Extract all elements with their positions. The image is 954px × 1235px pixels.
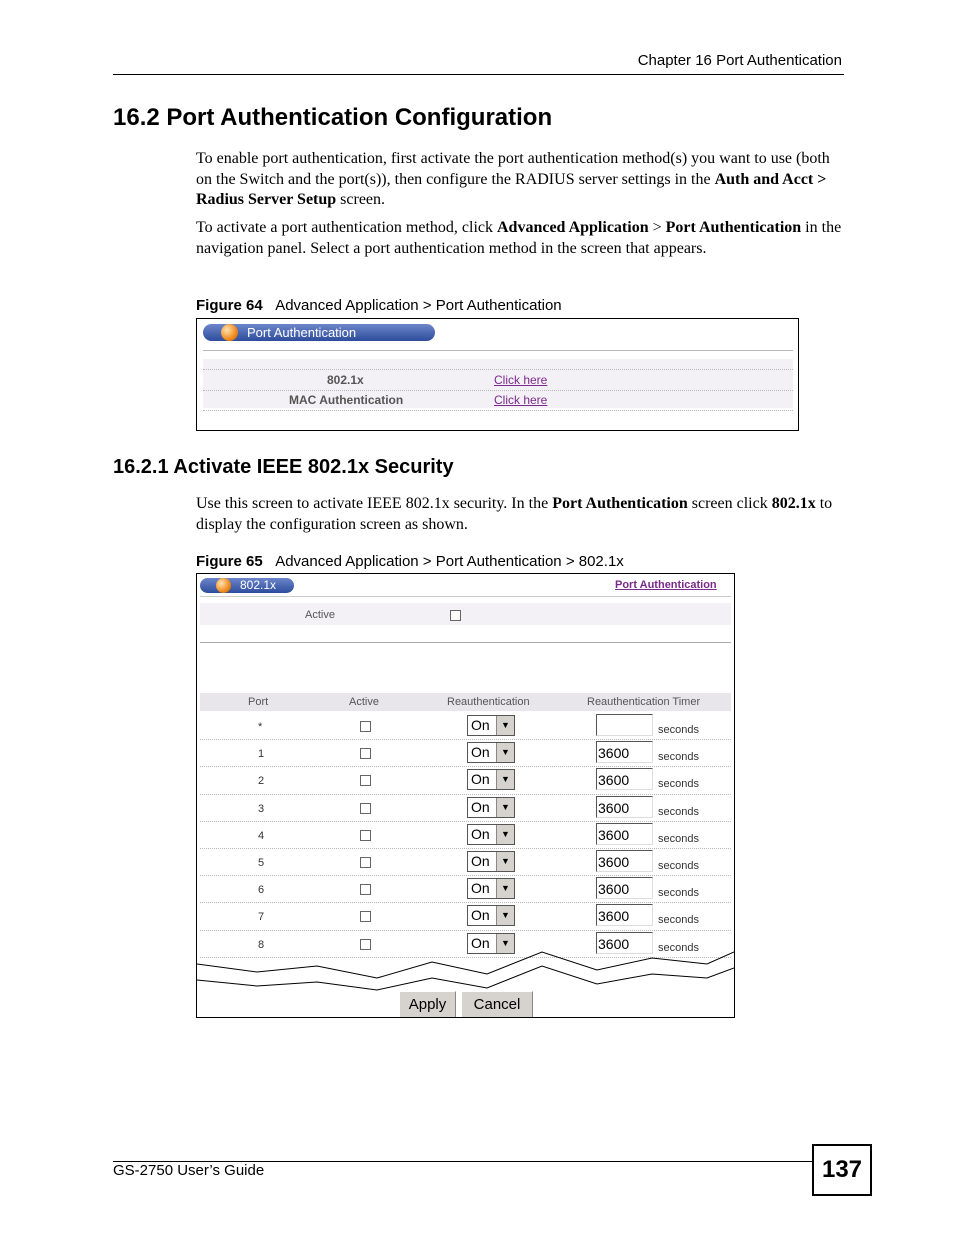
reauth-timer-input[interactable]: 3600 xyxy=(596,904,653,926)
orb-icon xyxy=(221,324,238,341)
figure-65-screenshot xyxy=(196,573,735,1018)
active-row-bg xyxy=(200,603,731,625)
seconds-unit-label: seconds xyxy=(658,887,699,900)
intro-paragraph xyxy=(196,149,844,211)
port-number: 8 xyxy=(258,938,265,951)
reauthentication-select[interactable] xyxy=(467,851,515,872)
reauthentication-select[interactable] xyxy=(467,742,515,763)
bold-text: Advanced Application xyxy=(497,219,649,236)
text: Use this screen to activate IEEE 802.1x security. In the xyxy=(196,495,553,512)
page-number: 137 xyxy=(812,1144,872,1196)
reauth-timer-input[interactable]: 3600 xyxy=(596,823,653,845)
figure-caption-text: Advanced Application > Port Authentication > 802.1x xyxy=(275,553,624,570)
table-row xyxy=(197,822,734,849)
port-number: 3 xyxy=(258,802,265,815)
reauthentication-value: On xyxy=(471,853,490,869)
reauth-timer-input[interactable]: 3600 xyxy=(596,741,653,763)
seconds-unit-label: seconds xyxy=(658,724,699,736)
seconds-unit-label: seconds xyxy=(658,941,699,954)
chevron-down-icon: ▼ xyxy=(496,906,514,925)
text: > xyxy=(648,219,666,236)
reauthentication-value: On xyxy=(471,798,490,815)
port-number: 7 xyxy=(258,911,265,924)
chevron-down-icon: ▼ xyxy=(496,934,514,953)
reauthentication-value: On xyxy=(471,825,490,842)
reauthentication-select[interactable] xyxy=(467,769,515,790)
chevron-down-icon: ▼ xyxy=(496,798,514,817)
figure-label: Figure 65 xyxy=(196,553,263,570)
divider xyxy=(200,596,731,597)
reauth-timer-input[interactable]: 3600 xyxy=(596,850,653,872)
port-active-checkbox[interactable] xyxy=(360,911,371,922)
port-active-checkbox[interactable] xyxy=(360,884,371,895)
reauthentication-value: On xyxy=(471,934,490,951)
header-rule xyxy=(113,74,844,75)
reauthentication-select[interactable] xyxy=(467,905,515,926)
active-label: Active xyxy=(305,609,335,621)
port-active-checkbox[interactable] xyxy=(360,803,371,814)
column-header-reauth-timer: Reauthentication Timer xyxy=(587,696,701,708)
reauthentication-select[interactable] xyxy=(467,878,515,899)
port-active-checkbox[interactable] xyxy=(360,721,371,732)
text: to display the configuration screen as shown. xyxy=(196,495,833,533)
column-header-port: Port xyxy=(248,696,269,708)
port-number: 6 xyxy=(258,884,265,897)
reauthentication-value: On xyxy=(471,771,490,788)
port-number: 5 xyxy=(258,857,265,869)
running-header: Chapter 16 Port Authentication xyxy=(637,52,842,69)
active-checkbox[interactable] xyxy=(450,610,461,621)
link-mac-auth[interactable]: Click here xyxy=(494,393,548,407)
figure-64-screenshot xyxy=(196,318,799,431)
orb-icon xyxy=(216,578,231,593)
text: To activate a port authentication method, click xyxy=(196,219,497,236)
chevron-down-icon: ▼ xyxy=(496,716,514,735)
chevron-down-icon: ▼ xyxy=(496,770,514,789)
footer-guide-title: GS-2750 User’s Guide xyxy=(113,1162,265,1179)
column-header-active: Active xyxy=(349,696,379,708)
seconds-unit-label: seconds xyxy=(658,751,699,764)
port-active-checkbox[interactable] xyxy=(360,830,371,841)
activate-paragraph xyxy=(196,218,844,259)
table-row xyxy=(197,903,734,930)
port-number: * xyxy=(258,721,263,733)
row-divider xyxy=(203,410,793,411)
chevron-down-icon: ▼ xyxy=(496,825,514,844)
panel-title-bar xyxy=(200,578,294,593)
table-row xyxy=(197,876,734,903)
reauthentication-select[interactable] xyxy=(467,797,515,818)
table-row xyxy=(197,740,734,767)
table-row xyxy=(197,795,734,822)
seconds-unit-label: seconds xyxy=(658,778,699,791)
bold-text: Auth and Acct > Radius Server Setup xyxy=(196,170,827,208)
reauth-timer-input[interactable]: 3600 xyxy=(596,932,653,954)
cancel-button[interactable]: Cancel xyxy=(461,991,533,1018)
apply-button[interactable]: Apply xyxy=(399,991,456,1018)
row-label-mac-auth: MAC Authentication xyxy=(289,393,404,407)
chevron-down-icon: ▼ xyxy=(496,852,514,871)
row-divider xyxy=(203,369,793,370)
bold-text: Port Authentication xyxy=(552,495,688,512)
reauth-timer-input[interactable]: 3600 xyxy=(596,796,653,818)
figure-caption-text: Advanced Application > Port Authentication xyxy=(275,297,562,314)
port-number: 2 xyxy=(258,775,265,788)
seconds-unit-label: seconds xyxy=(658,805,699,818)
divider xyxy=(200,642,731,643)
reauth-timer-input[interactable]: 3600 xyxy=(596,768,653,790)
panel-title: Port Authentication xyxy=(247,325,357,340)
figure-64-caption xyxy=(196,297,562,314)
text: To enable port authentication, first activate the port authentication method(s) you want to use (both on the Switch and the port(s)), then configure the RADIUS server settings in the xyxy=(196,150,830,188)
reauthentication-value: On xyxy=(471,744,490,761)
chevron-down-icon: ▼ xyxy=(496,743,514,762)
seconds-unit-label: seconds xyxy=(658,832,699,845)
link-802-1x[interactable]: Click here xyxy=(494,373,548,387)
row-label-802-1x: 802.1x xyxy=(327,373,364,387)
seconds-unit-label: seconds xyxy=(658,914,699,927)
table-row xyxy=(197,849,734,876)
seconds-unit-label: seconds xyxy=(658,860,699,872)
figure-65-caption xyxy=(196,553,624,570)
row-divider xyxy=(203,390,793,391)
text: screen. xyxy=(336,191,386,208)
subsection-paragraph xyxy=(196,494,844,535)
port-number: 4 xyxy=(258,829,265,842)
reauth-timer-input[interactable] xyxy=(596,714,653,736)
panel-title: 802.1x xyxy=(240,578,277,592)
divider xyxy=(203,350,793,351)
text: in the navigation panel. Select a port authentication method in the screen that appears. xyxy=(196,219,842,257)
reauth-timer-input[interactable]: 3600 xyxy=(596,877,653,899)
port-active-checkbox[interactable] xyxy=(360,748,371,759)
column-header-reauthentication: Reauthentication xyxy=(447,696,530,708)
reauthentication-value: On xyxy=(471,880,490,897)
bold-text: 802.1x xyxy=(771,495,816,512)
subsection-title: 16.2.1 Activate IEEE 802.1x Security xyxy=(113,456,454,478)
table-row xyxy=(197,713,734,740)
reauthentication-select[interactable] xyxy=(467,824,515,845)
text: screen click xyxy=(687,495,772,512)
port-active-checkbox[interactable] xyxy=(360,775,371,786)
port-authentication-link[interactable]: Port Authentication xyxy=(615,579,717,591)
figure-label: Figure 64 xyxy=(196,297,263,314)
section-title: 16.2 Port Authentication Configuration xyxy=(113,104,553,131)
reauthentication-select[interactable] xyxy=(467,715,515,736)
reauthentication-value: On xyxy=(471,907,490,924)
port-number: 1 xyxy=(258,748,265,761)
chevron-down-icon: ▼ xyxy=(496,879,514,898)
table-row xyxy=(197,767,734,794)
port-active-checkbox[interactable] xyxy=(360,857,371,868)
bold-text: Port Authentication xyxy=(665,219,802,236)
reauthentication-value: On xyxy=(471,717,490,733)
